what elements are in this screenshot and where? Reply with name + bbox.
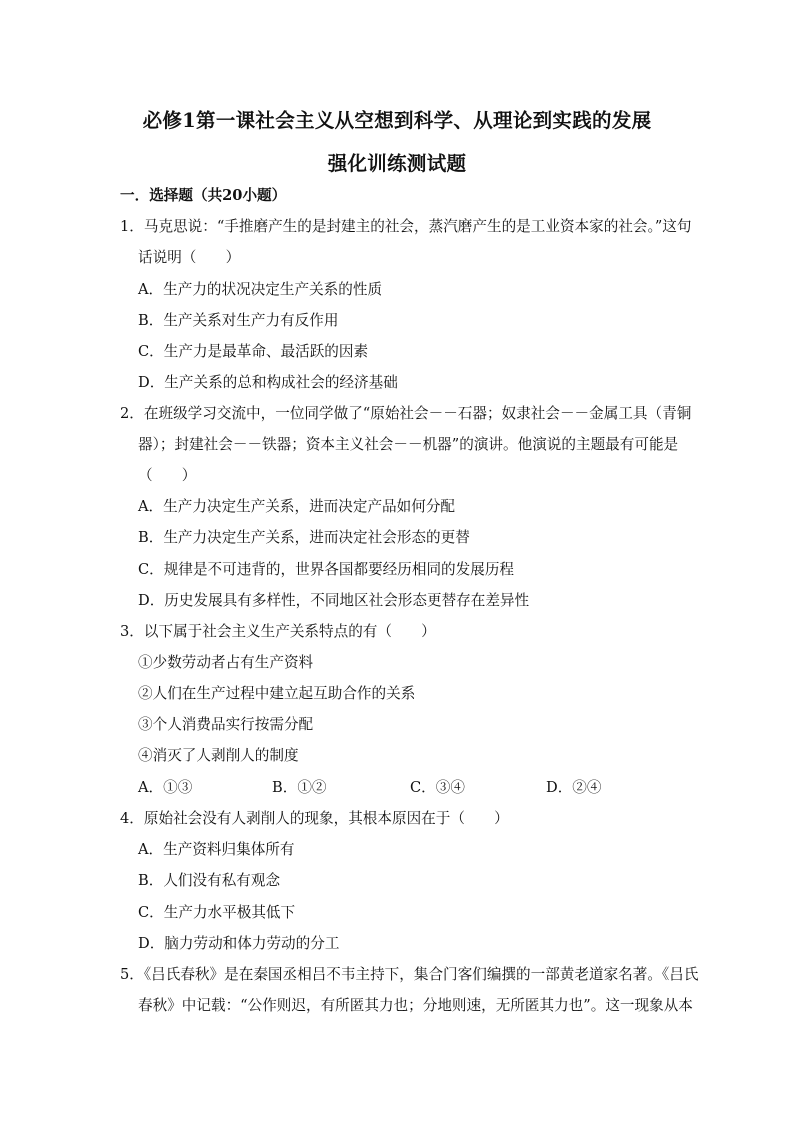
document-subtitle: 强化训练测试题 [327, 152, 467, 175]
question-text: 话说明（ ） [138, 249, 241, 266]
option-d: D．生产关系的总和构成社会的经济基础 [138, 374, 398, 391]
option-c: C．③④ [410, 779, 465, 796]
option-b: B．生产力决定生产关系，进而决定社会形态的更替 [138, 529, 470, 546]
option-a: A．①③ [138, 779, 193, 796]
option-a: A．生产力决定生产关系，进而决定产品如何分配 [138, 498, 456, 515]
option-c: C．生产力水平极其低下 [138, 904, 296, 921]
option-d: D．历史发展具有多样性，不同地区社会形态更替存在差异性 [138, 592, 530, 609]
question-text: 3．以下属于社会主义生产关系特点的有（ ） [120, 623, 436, 640]
question-text: 1．马克思说：“手推磨产生的是封建主的社会，蒸汽磨产生的是工业资本家的社会。”这句 [120, 218, 692, 235]
option-c: C．生产力是最革命、最活跃的因素 [138, 343, 369, 360]
section-heading: 一．选择题（共20小题） [120, 187, 287, 204]
option-b: B．生产关系对生产力有反作用 [138, 312, 339, 329]
question-text: 4．原始社会没有人剥削人的现象，其根本原因在于（ ） [120, 810, 509, 827]
option-d: D．②④ [546, 779, 602, 796]
document-title: 必修1第一课社会主义从空想到科学、从理论到实践的发展 [142, 109, 652, 132]
question-text: 器）；封建社会－－铁器；资本主义社会－－机器”的演讲。他演说的主题最有可能是 [138, 436, 679, 453]
option-a: A．生产资料归集体所有 [138, 841, 295, 858]
question-text: （ ） [138, 467, 197, 484]
option-d: D．脑力劳动和体力劳动的分工 [138, 935, 340, 952]
statement-1: ①少数劳动者占有生产资料 [138, 654, 314, 671]
statement-4: ④消灭了人剥削人的制度 [138, 747, 299, 764]
question-text: 5．《吕氏春秋》是在秦国丞相吕不韦主持下，集合门客们编撰的一部黄老道家名著。《吕氏 [120, 966, 699, 983]
question-text: 春秋》中记载：“公作则迟，有所匿其力也；分地则速，无所匿其力也”。这一现象从本 [138, 997, 693, 1014]
statement-3: ③个人消费品实行按需分配 [138, 716, 314, 733]
option-a: A．生产力的状况决定生产关系的性质 [138, 281, 383, 298]
question-text: 2．在班级学习交流中，一位同学做了“原始社会－－石器；奴隶社会－－金属工具（青铜 [120, 405, 692, 422]
option-c: C．规律是不可违背的，世界各国都要经历相同的发展历程 [138, 561, 515, 578]
option-b: B．人们没有私有观念 [138, 872, 281, 889]
option-b: B．①② [272, 779, 327, 796]
statement-2: ②人们在生产过程中建立起互助合作的关系 [138, 685, 416, 702]
